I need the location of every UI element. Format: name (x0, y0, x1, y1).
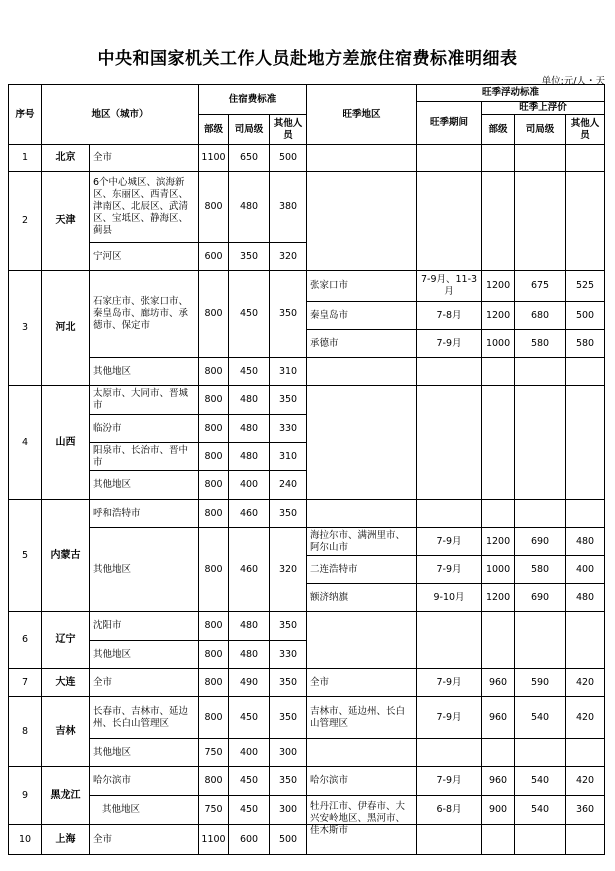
minister-cell: 800 (199, 669, 229, 697)
peak-region-cell: 哈尔滨市 (307, 767, 417, 796)
header-peak-standard: 旺季浮动标准 (417, 85, 605, 102)
peak-bureau-cell: 690 (515, 528, 566, 556)
others-cell: 350 (270, 612, 307, 641)
peak-period-cell: 7-9月 (417, 330, 482, 358)
province-cell: 上海 (42, 825, 90, 855)
peak-others-cell (566, 500, 605, 528)
province-cell: 黑龙江 (42, 767, 90, 825)
others-cell: 240 (270, 471, 307, 500)
peak-period-cell: 6-8月 (417, 796, 482, 825)
table-row (9, 612, 605, 641)
area-cell: 其他地区 (90, 358, 199, 386)
peak-minister-cell: 960 (482, 697, 515, 739)
peak-region-cell: 全市 (307, 669, 417, 697)
bureau-cell: 450 (229, 271, 270, 358)
seq-cell: 1 (9, 145, 42, 172)
peak-minister-cell (482, 386, 515, 500)
others-cell: 500 (270, 825, 307, 855)
seq-cell: 2 (9, 172, 42, 271)
others-cell: 310 (270, 358, 307, 386)
bureau-cell: 480 (229, 612, 270, 641)
peak-region-cell (307, 612, 417, 669)
header-peak-region: 旺季地区 (307, 85, 417, 145)
minister-cell: 800 (199, 528, 229, 612)
bureau-cell: 460 (229, 528, 270, 612)
bureau-cell: 400 (229, 739, 270, 767)
peak-region-text: 牡丹江市、伊春市、大兴安岭地区、黑河市、佳木斯市 (310, 801, 406, 836)
bureau-cell: 450 (229, 796, 270, 825)
minister-cell: 600 (199, 243, 229, 271)
table-row (9, 739, 605, 767)
peak-bureau-cell (515, 386, 566, 500)
peak-period-cell (417, 145, 482, 172)
peak-minister-cell (482, 172, 515, 271)
peak-bureau-cell (515, 145, 566, 172)
peak-bureau-cell (515, 739, 566, 767)
province-cell: 天津 (42, 172, 90, 271)
peak-others-cell: 525 (566, 271, 605, 302)
area-cell: 长春市、吉林市、延边州、长白山管理区 (90, 697, 199, 739)
lodging-standard-table (8, 84, 605, 855)
seq-cell: 10 (9, 825, 42, 855)
area-cell: 6个中心城区、滨海新区、东丽区、西青区、津南区、北辰区、武清区、宝坻区、静海区、蓟县 (90, 172, 199, 243)
header-peak-minister: 部级 (482, 115, 515, 145)
peak-region-cell: 额济纳旗 (307, 584, 417, 612)
peak-minister-cell: 1200 (482, 584, 515, 612)
others-cell: 330 (270, 415, 307, 443)
header-peak-period: 旺季期间 (417, 102, 482, 145)
area-cell: 宁河区 (90, 243, 199, 271)
peak-bureau-cell (515, 825, 566, 855)
minister-cell: 800 (199, 386, 229, 415)
peak-region-cell: 秦皇岛市 (307, 302, 417, 330)
peak-minister-cell: 1000 (482, 330, 515, 358)
peak-bureau-cell (515, 172, 566, 271)
header-peak-bureau: 司局级 (515, 115, 566, 145)
table-row (9, 386, 605, 415)
header-bureau: 司局级 (229, 115, 270, 145)
peak-minister-cell (482, 145, 515, 172)
table-row (9, 825, 605, 855)
bureau-cell: 450 (229, 767, 270, 796)
others-cell: 300 (270, 796, 307, 825)
header-seq: 序号 (9, 85, 42, 145)
peak-period-cell (417, 172, 482, 271)
peak-minister-cell: 960 (482, 669, 515, 697)
area-cell: 其他地区 (90, 641, 199, 669)
peak-period-cell: 7-9月 (417, 669, 482, 697)
peak-minister-cell: 960 (482, 767, 515, 796)
table-row (9, 500, 605, 528)
peak-period-cell: 7-9月 (417, 528, 482, 556)
table-row (9, 669, 605, 697)
table-row (9, 697, 605, 739)
seq-cell: 5 (9, 500, 42, 612)
peak-period-cell: 7-9月 (417, 697, 482, 739)
others-cell: 350 (270, 697, 307, 739)
document-title: 中央和国家机关工作人员赴地方差旅住宿费标准明细表 (97, 49, 518, 69)
peak-period-cell (417, 825, 482, 855)
area-cell: 呼和浩特市 (90, 500, 199, 528)
bureau-cell: 480 (229, 641, 270, 669)
minister-cell: 800 (199, 415, 229, 443)
seq-cell: 3 (9, 271, 42, 386)
peak-minister-cell: 1000 (482, 556, 515, 584)
table-row (9, 172, 605, 243)
minister-cell: 1100 (199, 145, 229, 172)
peak-region-cell: 承德市 (307, 330, 417, 358)
peak-others-cell (566, 825, 605, 855)
bureau-cell: 350 (229, 243, 270, 271)
peak-bureau-cell: 590 (515, 669, 566, 697)
area-cell: 全市 (90, 825, 199, 855)
peak-minister-cell: 1200 (482, 528, 515, 556)
header-row (9, 85, 605, 102)
area-cell: 阳泉市、长治市、晋中市 (90, 443, 199, 471)
bureau-cell: 460 (229, 500, 270, 528)
bureau-cell: 650 (229, 145, 270, 172)
minister-cell: 750 (199, 796, 229, 825)
table-row (9, 145, 605, 172)
seq-cell: 8 (9, 697, 42, 767)
area-cell: 其他地区 (90, 528, 199, 612)
unit-label: 单位:元/人・天 (541, 76, 605, 87)
province-cell: 吉林 (42, 697, 90, 767)
peak-bureau-cell: 540 (515, 796, 566, 825)
minister-cell: 800 (199, 612, 229, 641)
bureau-cell: 450 (229, 358, 270, 386)
bureau-cell: 480 (229, 415, 270, 443)
peak-others-cell: 480 (566, 528, 605, 556)
province-cell: 河北 (42, 271, 90, 386)
table-row (9, 796, 605, 825)
peak-region-cell (307, 172, 417, 271)
header-minister: 部级 (199, 115, 229, 145)
province-cell: 大连 (42, 669, 90, 697)
others-cell: 310 (270, 443, 307, 471)
peak-others-cell (566, 386, 605, 500)
peak-bureau-cell (515, 612, 566, 669)
peak-bureau-cell: 680 (515, 302, 566, 330)
peak-period-cell: 7-9月、11-3月 (417, 271, 482, 302)
peak-minister-cell (482, 500, 515, 528)
peak-bureau-cell: 540 (515, 697, 566, 739)
peak-others-cell: 420 (566, 669, 605, 697)
others-cell: 350 (270, 386, 307, 415)
peak-period-cell: 7-9月 (417, 556, 482, 584)
bureau-cell: 600 (229, 825, 270, 855)
peak-region-cell (307, 739, 417, 767)
header-peak-others: 其他人员 (566, 115, 605, 145)
table-row (9, 271, 605, 302)
area-cell: 全市 (90, 145, 199, 172)
peak-region-cell (307, 386, 417, 500)
bureau-cell: 400 (229, 471, 270, 500)
peak-others-cell: 360 (566, 796, 605, 825)
peak-bureau-cell: 540 (515, 767, 566, 796)
peak-others-cell (566, 358, 605, 386)
others-cell: 300 (270, 739, 307, 767)
peak-region-cell: 张家口市 (307, 271, 417, 302)
others-cell: 350 (270, 767, 307, 796)
peak-minister-cell (482, 825, 515, 855)
seq-cell: 9 (9, 767, 42, 825)
peak-others-cell: 420 (566, 767, 605, 796)
area-cell: 石家庄市、张家口市、秦皇岛市、廊坊市、承德市、保定市 (90, 271, 199, 358)
peak-bureau-cell (515, 358, 566, 386)
bureau-cell: 450 (229, 697, 270, 739)
peak-bureau-cell (515, 500, 566, 528)
table-row (9, 358, 605, 386)
peak-others-cell (566, 172, 605, 271)
minister-cell: 800 (199, 500, 229, 528)
bureau-cell: 480 (229, 386, 270, 415)
peak-region-cell (307, 358, 417, 386)
peak-period-cell (417, 612, 482, 669)
area-cell: 沈阳市 (90, 612, 199, 641)
seq-cell: 4 (9, 386, 42, 500)
header-others: 其他人员 (270, 115, 307, 145)
bureau-cell: 480 (229, 172, 270, 243)
others-cell: 380 (270, 172, 307, 243)
peak-period-cell (417, 500, 482, 528)
table-row (9, 767, 605, 796)
others-cell: 330 (270, 641, 307, 669)
province-cell: 辽宁 (42, 612, 90, 669)
others-cell: 350 (270, 669, 307, 697)
area-cell: 其他地区 (90, 796, 199, 825)
minister-cell: 800 (199, 443, 229, 471)
others-cell: 500 (270, 145, 307, 172)
peak-region-cell: 二连浩特市 (307, 556, 417, 584)
seq-cell: 7 (9, 669, 42, 697)
bureau-cell: 490 (229, 669, 270, 697)
peak-others-cell (566, 145, 605, 172)
others-cell: 350 (270, 500, 307, 528)
table-row (9, 528, 605, 556)
minister-cell: 800 (199, 767, 229, 796)
minister-cell: 800 (199, 271, 229, 358)
peak-minister-cell (482, 358, 515, 386)
others-cell: 320 (270, 528, 307, 612)
peak-region-cell (307, 796, 417, 836)
peak-bureau-cell: 690 (515, 584, 566, 612)
peak-region-cell (307, 145, 417, 172)
header-standard: 住宿费标准 (199, 85, 307, 115)
peak-minister-cell (482, 739, 515, 767)
others-cell: 320 (270, 243, 307, 271)
minister-cell: 800 (199, 697, 229, 739)
peak-others-cell (566, 612, 605, 669)
peak-others-cell: 580 (566, 330, 605, 358)
area-cell: 其他地区 (90, 471, 199, 500)
peak-period-cell: 7-9月 (417, 767, 482, 796)
minister-cell: 800 (199, 641, 229, 669)
others-cell: 350 (270, 271, 307, 358)
peak-period-cell (417, 358, 482, 386)
peak-region-cell: 吉林市、延边州、长白山管理区 (307, 697, 417, 739)
minister-cell: 800 (199, 172, 229, 243)
header-peak-cap: 旺季上浮价 (482, 102, 605, 115)
peak-others-cell: 480 (566, 584, 605, 612)
peak-period-cell (417, 739, 482, 767)
peak-period-cell (417, 386, 482, 500)
peak-minister-cell: 900 (482, 796, 515, 825)
peak-period-cell: 7-8月 (417, 302, 482, 330)
area-cell: 临汾市 (90, 415, 199, 443)
peak-others-cell: 500 (566, 302, 605, 330)
area-cell: 哈尔滨市 (90, 767, 199, 796)
peak-bureau-cell: 675 (515, 271, 566, 302)
peak-others-cell (566, 739, 605, 767)
peak-others-cell: 400 (566, 556, 605, 584)
province-cell: 北京 (42, 145, 90, 172)
bureau-cell: 480 (229, 443, 270, 471)
peak-bureau-cell: 580 (515, 330, 566, 358)
province-cell: 内蒙古 (42, 500, 90, 612)
peak-minister-cell: 1200 (482, 302, 515, 330)
province-cell: 山西 (42, 386, 90, 500)
minister-cell: 800 (199, 358, 229, 386)
peak-region-cell: 海拉尔市、满洲里市、阿尔山市 (307, 528, 417, 556)
minister-cell: 750 (199, 739, 229, 767)
peak-region-cell (307, 500, 417, 528)
area-cell: 全市 (90, 669, 199, 697)
header-region: 地区（城市） (42, 85, 199, 145)
peak-bureau-cell: 580 (515, 556, 566, 584)
minister-cell: 800 (199, 471, 229, 500)
peak-minister-cell (482, 612, 515, 669)
seq-cell: 6 (9, 612, 42, 669)
peak-others-cell: 420 (566, 697, 605, 739)
minister-cell: 1100 (199, 825, 229, 855)
area-cell: 太原市、大同市、晋城市 (90, 386, 199, 415)
area-cell: 其他地区 (90, 739, 199, 767)
peak-period-cell: 9-10月 (417, 584, 482, 612)
peak-minister-cell: 1200 (482, 271, 515, 302)
